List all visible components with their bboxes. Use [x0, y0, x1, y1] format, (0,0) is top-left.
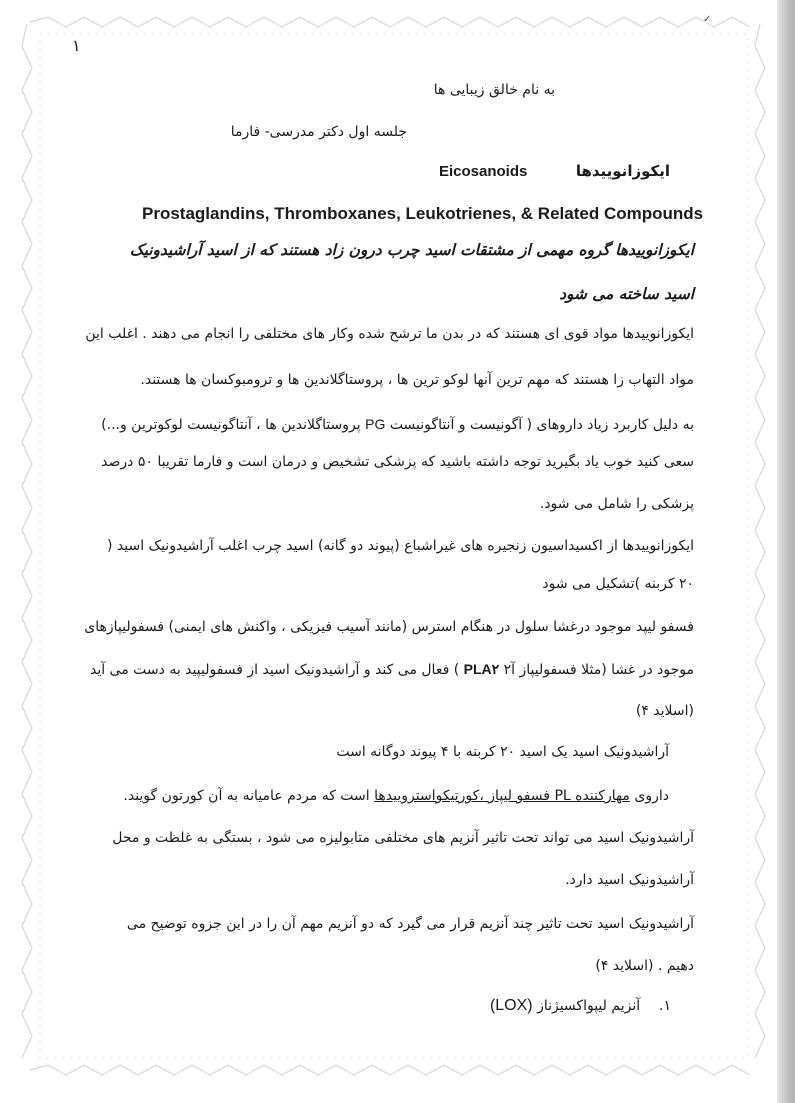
paragraph4-line-1: فسفو لیپد موجود درغشا سلول در هنگام استرس (مانند آسیب فیزیکی ، واکنش های ایمنی) فسفولیپازهای [84, 619, 694, 635]
paragraph4-line-3: (اسلاید ۴) [635, 703, 694, 719]
intro-line-2: اسید ساخته می شود [559, 285, 694, 303]
title-line [439, 161, 670, 182]
paragraph4-text-b: ) فعال می کند و آراشیدونیک اسید از فسفولیپید به دست می آید [89, 662, 460, 678]
paragraph6-line-1 [123, 786, 669, 806]
paragraph1-line-1: ایکوزانوییدها مواد قوی ای هستند که در بدن ما ترشح شده وکار های مختلفی را انجام می دهند . اغلب این [85, 326, 694, 342]
list-item-1 [490, 996, 671, 1016]
border-zigzag [22, 24, 32, 1058]
paragraph6-underlined: مهارکننده PL فسفو لیپاز ،کورتیکواستروییدها [374, 788, 630, 804]
paragraph7-line-2: آراشیدونیک اسید دارد. [565, 872, 694, 888]
title-en: Eicosanoids [439, 163, 528, 180]
paragraph8-line-1: آراشیدونیک اسید تحت تاثیر چند آنزیم قرار می گیرد که دو آنزیم مهم آن را در این جزوه توضیح می [126, 916, 694, 932]
lox-abbreviation: (LOX) [489, 997, 533, 1014]
paragraph6-text-b: است که مردم عامیانه به آن کورتون گویند. [123, 788, 370, 804]
list-item-number: ۱. [659, 998, 671, 1014]
paragraph2-line-1 [101, 414, 694, 435]
border-zigzag [755, 24, 765, 1058]
border-zigzag [30, 1065, 750, 1075]
paragraph7-line-1: آراشیدونیک اسید می تواند تحت تاثیر آنزیم های مختلفی متابولیزه می شود ، بستگی به غلظت و محل [112, 830, 694, 846]
paragraph8-line-2: دهیم . (اسلاید ۴) [595, 958, 694, 974]
session-line: جلسه اول دکتر مدرسی- فارما [230, 124, 407, 140]
corner-mark: ✓ [703, 14, 712, 25]
paragraph3-line-2: ۲۰ کربنه )تشکیل می شود [542, 576, 694, 592]
paragraph2-line-3: پزشکی را شامل می شود. [539, 496, 694, 512]
paragraph2-text-a: به دلیل کاربرد زیاد داروهای ( آگونیست و آنتاگونیست [389, 417, 694, 433]
subtitle-en: Prostaglandins, Thromboxanes, Leukotrienes, & Related Compounds [142, 204, 704, 223]
paragraph2-line-2: سعی کنید خوب یاد بگیرید توجه داشته باشید که پزشکی تشخیص و درمان است و فارما تقریبا ۵۰ درصد [101, 454, 694, 470]
page-number: ۱ [72, 36, 81, 55]
intro-line-1: ایکوزانوییدها گروه مهمی از مشتقات اسید چرب درون زاد هستند که از اسید آراشیدونیک [129, 241, 694, 259]
paragraph1-line-2: مواد التهاب زا هستند که مهم ترین آنها لوکو ترین ها ، پروستاگلاندین ها و ترومبوکسان ها هستند. [140, 372, 694, 388]
basmala-line: به نام خالق زیبایی ها [433, 82, 555, 98]
list-item-text: آنزیم لیپواکسیژناز [537, 998, 641, 1014]
paragraph5-line-1: آراشیدونیک اسید یک اسید ۲۰ کربنه با ۴ پیوند دوگانه است [336, 744, 669, 760]
scan-edge-shadow [777, 0, 795, 1103]
paragraph4-text-a: موجود در غشا (مثلا فسفولیپاز آ۲ [503, 662, 694, 678]
paragraph2-text-b: پروستاگلاندین ها ، آنتاگونیست لوکوترین و...) [101, 417, 361, 433]
title-fa: ایکوزانوییدها [575, 162, 670, 180]
paragraph6-text-a: داروی [634, 788, 669, 804]
pla2-abbreviation: PLA۲ [463, 661, 500, 677]
paragraph3-line-1: ایکوزانوییدها از اکسیداسیون زنجیره های غیراشباع (پیوند دو گانه) اسید چرب اغلب آراشیدونیک اسید ( [106, 538, 694, 554]
border-zigzag [30, 17, 750, 27]
pg-abbreviation: PG [365, 416, 386, 432]
paragraph4-line-2 [90, 659, 694, 680]
